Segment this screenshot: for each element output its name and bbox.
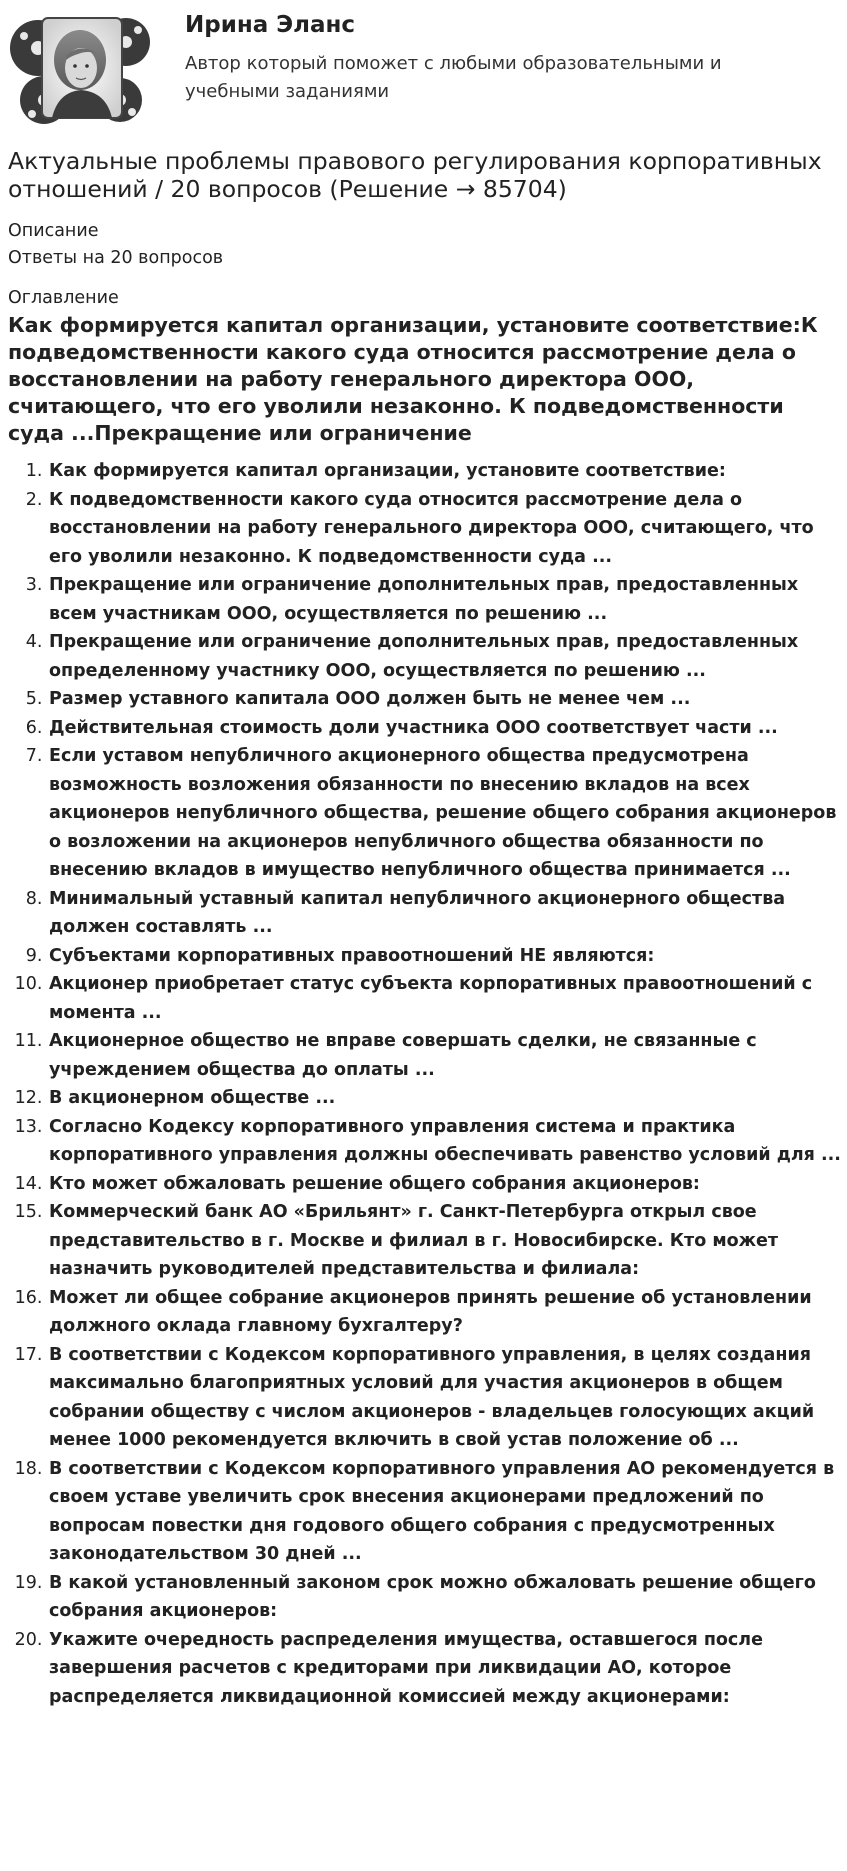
question-item: 10. Акционер приобретает статус субъекта корпоративных правоотношений с момента ... — [48, 970, 845, 1027]
author-avatar[interactable] — [8, 8, 156, 128]
question-item: 11. Акционерное общество не вправе совершать сделки, не связанные с учреждением общества до оплаты ... — [48, 1027, 845, 1084]
author-description: Автор который поможет с любыми образовательными и учебными заданиями — [185, 53, 722, 102]
question-item: 13. Согласно Кодексу корпоративного управления система и практика корпоративного управления должны обеспечивать равенство условий для ... — [48, 1113, 845, 1170]
question-item: 12. В акционерном обществе ... — [48, 1084, 845, 1113]
question-item: 19. В какой установленный законом срок можно обжаловать решение общего собрания акционеров: — [48, 1569, 845, 1626]
description-label: Описание — [8, 221, 99, 241]
question-item: 6. Действительная стоимость доли участника ООО соответствует части ... — [48, 714, 845, 743]
question-item: 7. Если уставом непубличного акционерного общества предусмотрена возможность возложения обязанности по внесению вкладов на всех акционеров непубличного общества, решение общего собрания акционеров о возложении на акционеров непубличного общества обязанности по внесению вкладов в имущество непубличного общества принимается ... — [48, 742, 845, 885]
author-card — [0, 0, 847, 130]
description-text: Ответы на 20 вопросов — [8, 248, 224, 268]
question-item: 3. Прекращение или ограничение дополнительных прав, предоставленных всем участникам ООО, осуществляется по решению ... — [48, 571, 845, 628]
question-list — [0, 457, 845, 1711]
question-item: 14. Кто может обжаловать решение общего собрания акционеров: — [48, 1170, 845, 1199]
page-title: Актуальные проблемы правового регулирования корпоративных отношений / 20 вопросов (Решение → 85704) — [8, 147, 822, 203]
toc-label: Оглавление — [8, 288, 119, 308]
question-item: 16. Может ли общее собрание акционеров принять решение об установлении должного оклада главному бухгалтеру? — [48, 1284, 845, 1341]
question-item: 20. Укажите очередность распределения имущества, оставшегося после завершения расчетов с кредиторами при ликвидации АО, которое распределяется ликвидационной комиссией между акционерами: — [48, 1626, 845, 1712]
question-item: 4. Прекращение или ограничение дополнительных прав, предоставленных определенному участнику ООО, осуществляется по решению ... — [48, 628, 845, 685]
question-item: 15. Коммерческий банк АО «Брильянт» г. Санкт-Петербурга открыл свое представительство в г. Москве и филиал в г. Новосибирске. Кто может назначить руководителей представительства и филиала: — [48, 1198, 845, 1284]
question-item: 8. Минимальный уставный капитал непубличного акционерного общества должен составлять ... — [48, 885, 845, 942]
question-item: 1. Как формируется капитал организации, установите соответствие: — [48, 457, 845, 486]
question-item: 9. Субъектами корпоративных правоотношений НЕ являются: — [48, 942, 845, 971]
question-item: 5. Размер уставного капитала ООО должен быть не менее чем ... — [48, 685, 845, 714]
toc-lead: Как формируется капитал организации, установите соответствие:К подведомственности какого суда относится рассмотрение дела о восстановлении на работу генерального директора ООО, считающего, что его уволили незаконно. К подведомственности суда ...Прекращение или ограничение — [8, 313, 818, 445]
author-name[interactable]: Ирина Эланс — [185, 12, 356, 38]
question-item: 17. В соответствии с Кодексом корпоративного управления, в целях создания максимально благоприятных условий для участия акционеров в общем собрании обществу с числом акционеров - владельцев голосующих акций менее 1000 рекомендуется включить в свой устав положение об ... — [48, 1341, 845, 1455]
question-item: 2. К подведомственности какого суда относится рассмотрение дела о восстановлении на работу генерального директора ООО, считающего, что его уволили незаконно. К подведомственности суда ... — [48, 486, 845, 572]
question-item: 18. В соответствии с Кодексом корпоративного управления АО рекомендуется в своем уставе увеличить срок внесения акционерами предложений по вопросам повестки дня годового общего собрания с предусмотренных законодательством 30 дней ... — [48, 1455, 845, 1569]
